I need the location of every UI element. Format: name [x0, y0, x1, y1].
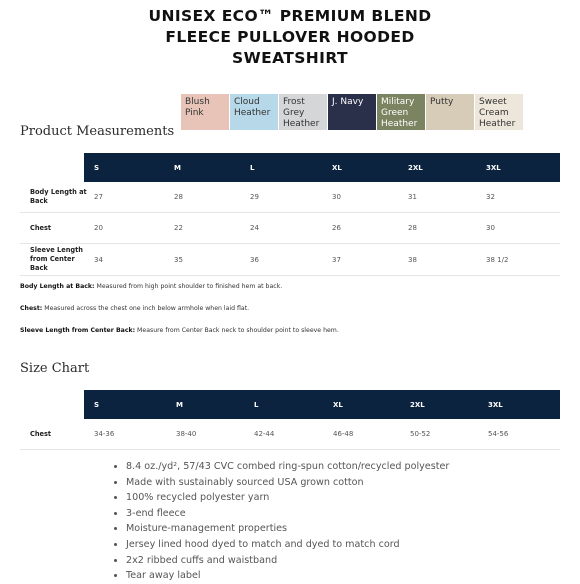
size-header: M: [176, 400, 183, 409]
swatch-cloud-heather[interactable]: [230, 94, 278, 130]
swatch-j-navy[interactable]: [328, 94, 376, 130]
table-cell: 36: [250, 255, 259, 264]
list-item: • Made with sustainably sourced USA grown cotton: [126, 475, 449, 491]
size-header: XL: [332, 163, 342, 172]
table-cell: 38-40: [176, 430, 197, 438]
table-cell: 22: [174, 224, 183, 232]
table-cell: 29: [250, 193, 259, 201]
table-cell: 26: [332, 224, 341, 232]
swatch-label: Cloud Heather: [234, 97, 271, 118]
table-row: [20, 182, 560, 213]
table-cell: 35: [174, 255, 183, 264]
list-item: • Jersey lined hood dyed to match and dyed to match cord: [126, 537, 449, 553]
size-header: S: [94, 163, 100, 172]
table-cell: 38 1/2: [486, 255, 509, 264]
table-cell: 34: [94, 255, 103, 264]
measurements-header-row: [84, 153, 560, 182]
note-term: Sleeve Length from Center Back:: [20, 327, 136, 334]
table-cell: 30: [486, 224, 495, 232]
table-cell: 24: [250, 224, 259, 232]
list-item: • 8.4 oz./yd², 57/43 CVC combed ring-spun cotton/recycled polyester: [126, 459, 449, 475]
note-text: Measured from high point shoulder to finished hem at back.: [94, 283, 283, 290]
measurements-table: [20, 153, 560, 276]
size-header: XL: [333, 400, 343, 409]
swatch-label: Frost Grey Heather: [283, 97, 320, 129]
size-chart-heading: Size Chart: [20, 361, 90, 376]
table-cell: 28: [408, 224, 417, 232]
swatch-blush-pink[interactable]: [181, 94, 229, 130]
table-cell: 38: [408, 255, 417, 264]
swatch-label: Sweet Cream Heather: [479, 97, 516, 129]
swatch-military-green-heather[interactable]: [377, 94, 425, 130]
table-cell: 50-52: [410, 430, 431, 438]
table-row: [20, 419, 560, 450]
table-row: [20, 244, 560, 276]
title-line: UNISEX ECO™ PREMIUM BLEND: [148, 7, 432, 25]
note-term: Body Length at Back:: [20, 283, 95, 290]
size-header: S: [94, 400, 100, 409]
table-cell: 46-48: [333, 430, 354, 438]
list-item: • 2x2 ribbed cuffs and waistband: [126, 553, 449, 569]
table-cell: 28: [174, 193, 183, 201]
table-cell: 31: [408, 193, 417, 201]
table-cell: 37: [332, 255, 341, 264]
list-item: • Moisture-management properties: [126, 521, 449, 537]
table-cell: 32: [486, 193, 495, 201]
table-cell: 42-44: [254, 430, 275, 438]
swatch-label: Putty: [430, 97, 454, 107]
note-chest: [20, 305, 249, 312]
table-cell: 30: [332, 193, 341, 201]
size-header: 3XL: [486, 163, 501, 172]
note-term: Chest:: [20, 305, 43, 312]
row-label: Chest: [30, 429, 52, 438]
product-title: [0, 6, 580, 69]
note-body-length: [20, 283, 282, 290]
title-line: FLEECE PULLOVER HOODED: [165, 28, 415, 46]
feature-list: [112, 459, 449, 584]
row-label: Sleeve Length from Center Back: [30, 246, 83, 272]
color-swatches: [181, 94, 524, 130]
swatch-label: J. Navy: [332, 97, 364, 107]
table-cell: 34-36: [94, 430, 115, 438]
row-label: Chest: [30, 223, 52, 232]
table-row: [20, 213, 560, 244]
size-header: 2XL: [408, 163, 423, 172]
swatch-sweet-cream-heather[interactable]: [475, 94, 523, 130]
size-chart-table: [20, 390, 560, 450]
list-item: • Tear away label: [126, 568, 449, 584]
size-header: M: [174, 163, 181, 172]
swatch-label: Blush Pink: [185, 97, 210, 118]
list-item: • 100% recycled polyester yarn: [126, 490, 449, 506]
table-cell: 54-56: [488, 430, 509, 438]
row-label: Body Length at Back: [30, 188, 87, 205]
title-line: SWEATSHIRT: [232, 49, 348, 67]
swatch-putty[interactable]: [426, 94, 474, 130]
size-header: 2XL: [410, 400, 425, 409]
size-header: L: [250, 163, 255, 172]
product-measurements-heading: Product Measurements: [20, 124, 175, 139]
list-item: • 3-end fleece: [126, 506, 449, 522]
note-text: Measured across the chest one inch below armhole when laid flat.: [42, 305, 250, 312]
note-sleeve-length: [20, 327, 339, 334]
table-cell: 27: [94, 193, 103, 201]
swatch-label: Military Green Heather: [381, 97, 418, 129]
swatch-frost-grey-heather[interactable]: [279, 94, 327, 130]
size-header: L: [254, 400, 259, 409]
note-text: Measure from Center Back neck to shoulder point to sleeve hem.: [135, 327, 339, 334]
table-cell: 20: [94, 224, 103, 232]
size-chart-header-row: [84, 390, 560, 419]
size-header: 3XL: [488, 400, 503, 409]
